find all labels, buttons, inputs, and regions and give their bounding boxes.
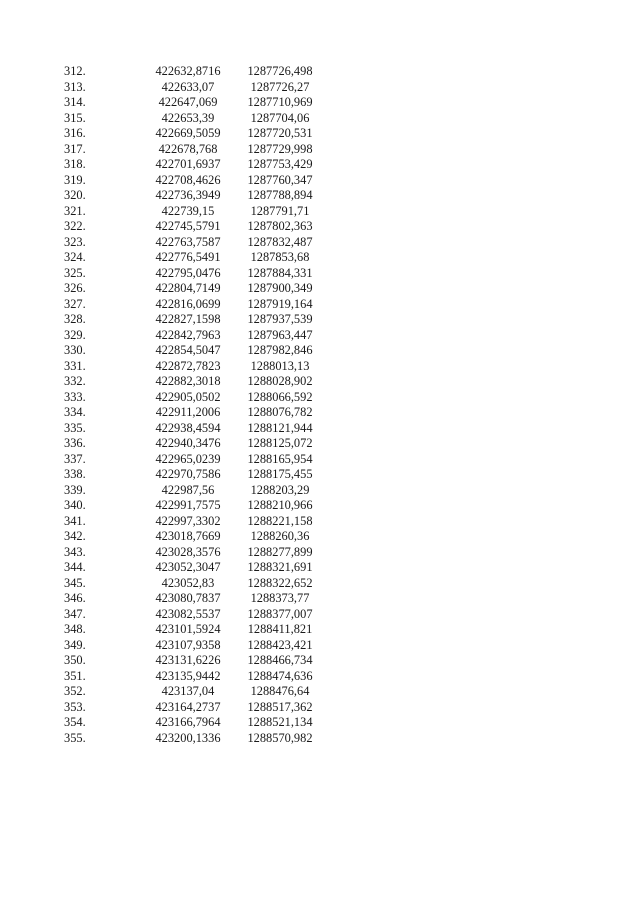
y-coordinate: 1288203,29 (250, 482, 310, 497)
x-coordinate: 422633,07 (161, 79, 215, 94)
y-coordinate: 1288121,944 (247, 420, 313, 435)
point-number: 346. (64, 591, 86, 605)
table-row (64, 622, 322, 638)
x-coordinate: 423101,5924 (155, 622, 221, 636)
x-coordinate: 423164,2737 (155, 699, 221, 714)
table-row (64, 576, 322, 592)
y-coordinate: 1287853,68 (250, 250, 310, 264)
point-number: 338. (64, 467, 86, 481)
y-coordinate: 1287791,71 (250, 203, 310, 218)
table-row (64, 126, 322, 142)
x-coordinate: 422776,5491 (155, 250, 221, 264)
table-row (64, 359, 322, 375)
x-coordinate: 423131,6226 (155, 653, 221, 667)
x-coordinate: 422905,0502 (155, 389, 221, 404)
table-row (64, 498, 322, 514)
table-row (64, 483, 322, 499)
y-coordinate: 1288423,421 (247, 637, 313, 652)
y-coordinate: 1288013,13 (250, 358, 310, 373)
x-coordinate: 422911,2006 (155, 405, 221, 419)
point-number: 352. (64, 684, 86, 698)
table-row (64, 297, 322, 313)
x-coordinate: 422938,4594 (155, 420, 221, 435)
point-number: 354. (64, 715, 86, 729)
x-coordinate: 423137,04 (161, 684, 215, 698)
point-number: 343. (64, 544, 86, 559)
point-number: 347. (64, 606, 86, 621)
x-coordinate: 422678,768 (158, 141, 218, 156)
point-number: 339. (64, 482, 86, 497)
point-number: 349. (64, 637, 86, 652)
point-number: 350. (64, 653, 86, 667)
y-coordinate: 1287937,539 (247, 312, 313, 326)
y-coordinate: 1288322,652 (247, 575, 313, 590)
x-coordinate: 422854,5047 (155, 343, 221, 357)
point-number: 326. (64, 281, 86, 295)
x-coordinate: 422882,3018 (155, 374, 221, 388)
table-row (64, 219, 322, 235)
y-coordinate: 1287729,998 (247, 141, 313, 156)
y-coordinate: 1288517,362 (247, 699, 313, 714)
x-coordinate: 423018,7669 (155, 529, 221, 543)
point-number: 315. (64, 110, 86, 125)
x-coordinate: 422647,069 (158, 95, 218, 109)
x-coordinate: 422816,0699 (155, 296, 221, 311)
point-number: 327. (64, 296, 86, 311)
table-row (64, 529, 322, 545)
y-coordinate: 1288466,734 (247, 653, 313, 667)
point-number: 344. (64, 560, 86, 574)
point-number: 353. (64, 699, 86, 714)
point-number: 319. (64, 172, 86, 187)
point-number: 324. (64, 250, 86, 264)
x-coordinate: 422739,15 (161, 203, 215, 218)
y-coordinate: 1287963,447 (247, 327, 313, 342)
table-row (64, 390, 322, 406)
coordinate-table-body (64, 64, 322, 746)
table-row (64, 204, 322, 220)
x-coordinate: 422701,6937 (155, 157, 221, 171)
point-number: 325. (64, 265, 86, 280)
x-coordinate: 423052,3047 (155, 560, 221, 574)
x-coordinate: 423107,9358 (155, 637, 221, 652)
point-number: 335. (64, 420, 86, 435)
point-number: 351. (64, 668, 86, 683)
y-coordinate: 1288521,134 (247, 715, 313, 729)
x-coordinate: 423166,7964 (155, 715, 221, 729)
point-number: 333. (64, 389, 86, 404)
x-coordinate: 423135,9442 (155, 668, 221, 683)
table-row (64, 343, 322, 359)
point-number: 340. (64, 498, 86, 512)
y-coordinate: 1288066,592 (247, 389, 313, 404)
y-coordinate: 1288373,77 (250, 591, 310, 605)
y-coordinate: 1287832,487 (247, 234, 313, 249)
x-coordinate: 422970,7586 (155, 467, 221, 481)
table-row (64, 607, 322, 623)
point-number: 345. (64, 575, 86, 590)
x-coordinate: 422745,5791 (155, 219, 221, 233)
x-coordinate: 423200,1336 (155, 730, 221, 745)
table-row (64, 95, 322, 111)
y-coordinate: 1288570,982 (247, 730, 313, 745)
y-coordinate: 1288260,36 (250, 529, 310, 543)
table-row (64, 452, 322, 468)
point-number: 341. (64, 513, 86, 528)
x-coordinate: 422872,7823 (155, 358, 221, 373)
table-row (64, 328, 322, 344)
table-row (64, 281, 322, 297)
point-number: 317. (64, 141, 86, 156)
y-coordinate: 1287900,349 (247, 281, 313, 295)
table-row (64, 684, 322, 700)
x-coordinate: 422632,8716 (155, 64, 221, 78)
coordinate-table (64, 64, 322, 746)
table-row (64, 514, 322, 530)
table-row (64, 250, 322, 266)
point-number: 334. (64, 405, 86, 419)
y-coordinate: 1288476,64 (250, 684, 310, 698)
table-row (64, 157, 322, 173)
table-row (64, 669, 322, 685)
y-coordinate: 1288165,954 (247, 451, 313, 466)
table-row (64, 405, 322, 421)
table-row (64, 545, 322, 561)
table-row (64, 421, 322, 437)
point-number: 312. (64, 64, 86, 78)
y-coordinate: 1288377,007 (247, 606, 313, 621)
x-coordinate: 423028,3576 (155, 544, 221, 559)
point-number: 328. (64, 312, 86, 326)
y-coordinate: 1287753,429 (247, 157, 313, 171)
point-number: 323. (64, 234, 86, 249)
table-row (64, 173, 322, 189)
point-number: 337. (64, 451, 86, 466)
x-coordinate: 422940,3476 (155, 436, 221, 450)
point-number: 329. (64, 327, 86, 342)
point-number: 316. (64, 126, 86, 140)
table-row (64, 80, 322, 96)
x-coordinate: 422795,0476 (155, 265, 221, 280)
table-row (64, 142, 322, 158)
y-coordinate: 1287726,498 (247, 64, 313, 78)
y-coordinate: 1287710,969 (247, 95, 313, 109)
x-coordinate: 422842,7963 (155, 327, 221, 342)
x-coordinate: 422736,3949 (155, 188, 221, 202)
y-coordinate: 1288028,902 (247, 374, 313, 388)
point-number: 332. (64, 374, 86, 388)
table-row (64, 188, 322, 204)
y-coordinate: 1288221,158 (247, 513, 313, 528)
point-number: 331. (64, 358, 86, 373)
table-row (64, 266, 322, 282)
point-number: 322. (64, 219, 86, 233)
x-coordinate: 422669,5059 (155, 126, 221, 140)
point-number: 318. (64, 157, 86, 171)
y-coordinate: 1287982,846 (247, 343, 313, 357)
x-coordinate: 422997,3302 (155, 513, 221, 528)
point-number: 320. (64, 188, 86, 202)
x-coordinate: 423052,83 (161, 575, 215, 590)
point-number: 355. (64, 730, 86, 745)
y-coordinate: 1288277,899 (247, 544, 313, 559)
y-coordinate: 1287704,06 (250, 110, 310, 125)
table-row (64, 111, 322, 127)
y-coordinate: 1287726,27 (250, 79, 310, 94)
y-coordinate: 1288125,072 (247, 436, 313, 450)
x-coordinate: 423080,7837 (155, 591, 221, 605)
x-coordinate: 423082,5537 (155, 606, 221, 621)
table-row (64, 64, 322, 80)
y-coordinate: 1287720,531 (247, 126, 313, 140)
y-coordinate: 1287760,347 (247, 172, 313, 187)
y-coordinate: 1288076,782 (247, 405, 313, 419)
point-number: 313. (64, 79, 86, 94)
x-coordinate: 422827,1598 (155, 312, 221, 326)
point-number: 330. (64, 343, 86, 357)
table-row (64, 715, 322, 731)
x-coordinate: 422708,4626 (155, 172, 221, 187)
y-coordinate: 1288411,821 (247, 622, 313, 636)
x-coordinate: 422763,7587 (155, 234, 221, 249)
y-coordinate: 1287788,894 (247, 188, 313, 202)
point-number: 342. (64, 529, 86, 543)
table-row (64, 591, 322, 607)
y-coordinate: 1287802,363 (247, 219, 313, 233)
point-number: 348. (64, 622, 86, 636)
y-coordinate: 1288175,455 (247, 467, 313, 481)
y-coordinate: 1288321,691 (247, 560, 313, 574)
table-row (64, 436, 322, 452)
x-coordinate: 422965,0239 (155, 451, 221, 466)
x-coordinate: 422991,7575 (155, 498, 221, 512)
y-coordinate: 1287884,331 (247, 265, 313, 280)
y-coordinate: 1288474,636 (247, 668, 313, 683)
table-row (64, 700, 322, 716)
y-coordinate: 1287919,164 (247, 296, 313, 311)
point-number: 336. (64, 436, 86, 450)
table-row (64, 374, 322, 390)
point-number: 321. (64, 203, 86, 218)
table-row (64, 312, 322, 328)
table-row (64, 467, 322, 483)
table-row (64, 731, 322, 747)
y-coordinate: 1288210,966 (247, 498, 313, 512)
table-row (64, 235, 322, 251)
x-coordinate: 422804,7149 (155, 281, 221, 295)
x-coordinate: 422653,39 (161, 110, 215, 125)
table-row (64, 638, 322, 654)
table-row (64, 560, 322, 576)
point-number: 314. (64, 95, 86, 109)
x-coordinate: 422987,56 (161, 482, 215, 497)
table-row (64, 653, 322, 669)
